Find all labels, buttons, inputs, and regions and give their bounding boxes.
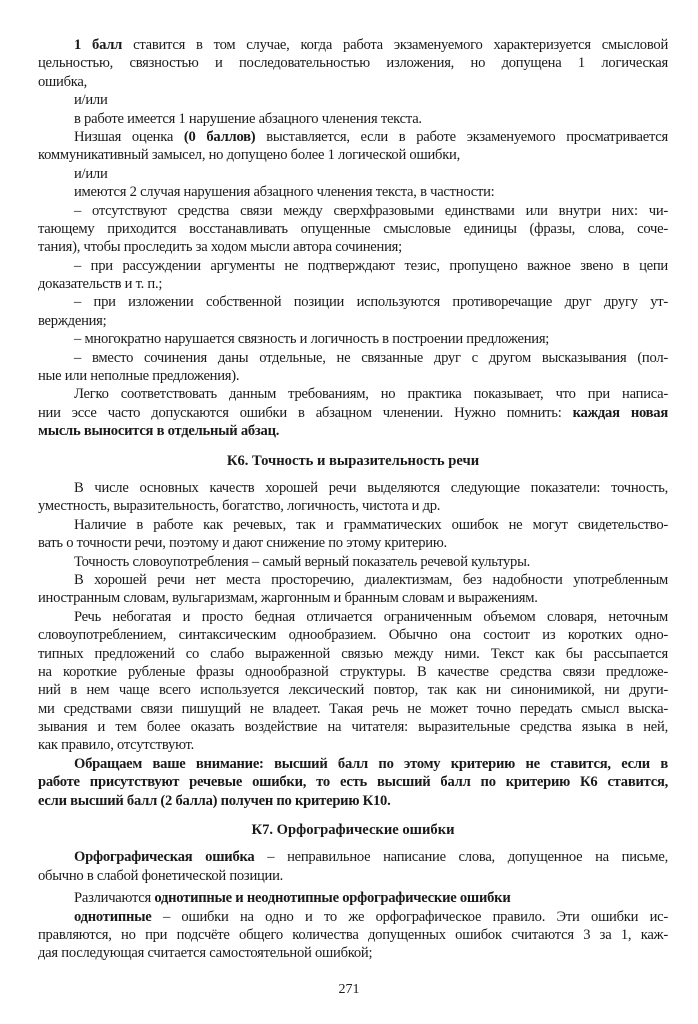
text: и/или [74, 165, 108, 182]
text: как правило, отсутствуют. [38, 737, 194, 754]
text: ставится в том случае, когда работа экзаменуемого характеризуется смысловой [122, 37, 668, 53]
text: Легко соответствовать данным требованиям, но практика показывает, что при написа- [74, 386, 668, 403]
text: тания), чтобы проследить за ходом мысли автора сочинения; [38, 239, 402, 256]
text: словоупотреблением, синтаксическим однообразием. Обычно она состоит из коротких одно- [38, 627, 668, 644]
text: доказательств и т. п.; [38, 276, 163, 293]
text: цельностью, связностью и последовательностью изложения, но допущена 1 логическая [38, 55, 668, 72]
text: типных предложений со слабо выраженной связью между ними. Текст как бы рассыпается [38, 645, 668, 662]
text: – при изложении собственной позиции используются противоречащие друг другу ут- [74, 294, 668, 311]
paragraph [38, 889, 668, 907]
text-line [38, 867, 668, 885]
text: Наличие в работе как речевых, так и грамматических ошибок не могут свидетельство- [74, 516, 668, 533]
text-line [38, 889, 668, 907]
text-line [38, 571, 668, 589]
text-line [38, 773, 668, 791]
bold-text: (0 баллов) [183, 128, 256, 145]
text-line [38, 202, 668, 220]
text: обычно в слабой фонетической позиции. [38, 867, 284, 884]
text: нии эссе часто допускаются ошибки в абзацном членении. Нужно помнить: [38, 404, 573, 421]
text: Речь небогатая и просто бедная отличается ограниченным объемом словаря, неточным [74, 608, 668, 625]
text: вать о точности речи, поэтому и дают снижение по этому критерию. [38, 535, 447, 552]
text: В числе основных качеств хорошей речи выделяются следующие показатели: точность, [74, 480, 668, 496]
text-line [38, 293, 668, 311]
paragraph [38, 128, 668, 165]
bold-text: каждая новая [572, 404, 668, 421]
text-line [38, 146, 668, 164]
text: ошибка, [38, 73, 88, 90]
text-line [38, 422, 668, 440]
text-line [38, 54, 668, 72]
paragraph [38, 110, 668, 128]
text-line [38, 36, 668, 54]
text: – неправильное написание слова, допущенное на письме, [254, 849, 668, 866]
text: и/или [74, 92, 108, 109]
text-line [38, 589, 668, 607]
text-line [38, 73, 668, 91]
text: В хорошей речи нет места просторечию, диалектизмам, без надобности употребленным [74, 571, 668, 588]
paragraph [38, 516, 668, 553]
paragraph [38, 479, 668, 516]
section-heading: К7. Орфографические ошибки [251, 822, 455, 839]
text-line [38, 681, 668, 699]
text-line [38, 404, 668, 422]
text-line [38, 944, 668, 962]
text: Низшая оценка [74, 128, 184, 145]
paragraph [38, 908, 668, 963]
paragraph [38, 36, 668, 91]
text-line [38, 645, 668, 663]
text-line [38, 238, 668, 256]
text: Различаются [74, 890, 155, 907]
text: – ошибки на одно и то же орфографическое правило. Эти ошибки ис- [151, 908, 668, 925]
text: выставляется, если в работе экзаменуемого просматривается [255, 128, 668, 145]
text: коммуникативный замысел, но допущено более 1 логической ошибки, [38, 147, 460, 164]
bold-text: 1 балл [74, 37, 123, 53]
bold-text: работе присутствуют речевые ошибки, то есть высший балл по критерию К6 ставится, [38, 774, 668, 791]
paragraph [38, 571, 668, 608]
paragraph [38, 183, 668, 201]
text-line [38, 367, 668, 385]
document-page [38, 36, 668, 963]
text-line [38, 183, 668, 201]
text: ные или неполные предложения). [38, 368, 240, 385]
text-line [38, 792, 668, 810]
text-line [38, 700, 668, 718]
paragraph [38, 848, 668, 885]
paragraph [38, 385, 668, 440]
paragraph [38, 553, 668, 571]
paragraph [38, 608, 668, 755]
text: иностранным словам, вульгаризмам, жаргонным и бранным словам и выражениям. [38, 590, 538, 607]
text: ми средствами связи пишущий не владеет. Такая речь не может точно передать смысл выска- [38, 700, 668, 717]
text: ний в нем чаще всего используется лексический повтор, так как ни синонимикой, ни други- [38, 682, 668, 699]
text: правляются, но при подсчёте общего количества допущенных ошибок считаются 3 за 1, каж- [38, 927, 668, 943]
text-line [38, 663, 668, 681]
text: имеются 2 случая нарушения абзацного членения текста, в частности: [74, 184, 495, 201]
paragraph [38, 755, 668, 810]
text: – многократно нарушается связность и логичность в построении предложения; [74, 331, 550, 348]
text-line [38, 110, 668, 128]
bold-text: мысль выносится в отдельный абзац. [38, 423, 280, 440]
text-line [38, 128, 668, 146]
text-line [38, 926, 668, 944]
text-line [38, 385, 668, 403]
text-line [38, 165, 668, 183]
text: зывания и тем более оказать воздействие на читателя: выразительные средства языка в ней, [38, 719, 668, 736]
text: тающему приходится восстанавливать опущенные смысловые единицы (фразы, слова, соче- [38, 220, 668, 237]
text-line [38, 275, 668, 293]
paragraph [38, 165, 668, 183]
text-line [38, 330, 668, 348]
text-line [38, 736, 668, 754]
text-line [38, 257, 668, 275]
paragraph [38, 330, 668, 348]
text: верждения; [38, 312, 107, 329]
text: – при рассуждении аргументы не подтверждают тезис, пропущено важное звено в цепи [74, 257, 668, 274]
text-line [38, 534, 668, 552]
bold-text: однотипные и неоднотипные орфографические ошибки [154, 890, 511, 907]
text-line [38, 608, 668, 626]
text-line [38, 908, 668, 926]
text-line [38, 553, 668, 571]
text: Точность словоупотребления – самый верный показатель речевой культуры. [74, 553, 531, 570]
text-line [38, 349, 668, 367]
paragraph [38, 349, 668, 386]
text-line [38, 479, 668, 497]
text-line [38, 718, 668, 736]
text-line [38, 755, 668, 773]
bold-text: Обращаем ваше внимание: высший балл по этому критерию не ставится, если в [74, 755, 668, 772]
text-line [38, 220, 668, 238]
text: – отсутствуют средства связи между сверхфразовыми единствами или внутри них: чи- [74, 202, 668, 219]
paragraph [38, 202, 668, 257]
text: в работе имеется 1 нарушение абзацного членения текста. [74, 110, 422, 127]
bold-text: если высший балл (2 балла) получен по критерию К10. [38, 792, 391, 809]
section-heading: К6. Точность и выразительность речи [226, 452, 480, 469]
paragraph [38, 91, 668, 109]
bold-text: Орфографическая ошибка [74, 849, 255, 866]
text-line [38, 626, 668, 644]
paragraph [38, 257, 668, 294]
text: уместность, выразительность, богатство, логичность, чистота и др. [38, 498, 441, 515]
text-line [38, 91, 668, 109]
bold-text: однотипные [74, 908, 152, 925]
text-line [38, 312, 668, 330]
text: дая последующая считается самостоятельной ошибкой; [38, 945, 373, 962]
text-line [38, 516, 668, 534]
text-line [38, 497, 668, 515]
text: – вместо сочинения даны отдельные, не связанные друг с другом высказывания (пол- [74, 349, 668, 366]
paragraph [38, 293, 668, 330]
text: на короткие рубленые фразы однообразной структуры. В качестве средства связи предложе- [38, 663, 668, 680]
text-line [38, 848, 668, 866]
page-number: 271 [338, 982, 360, 997]
